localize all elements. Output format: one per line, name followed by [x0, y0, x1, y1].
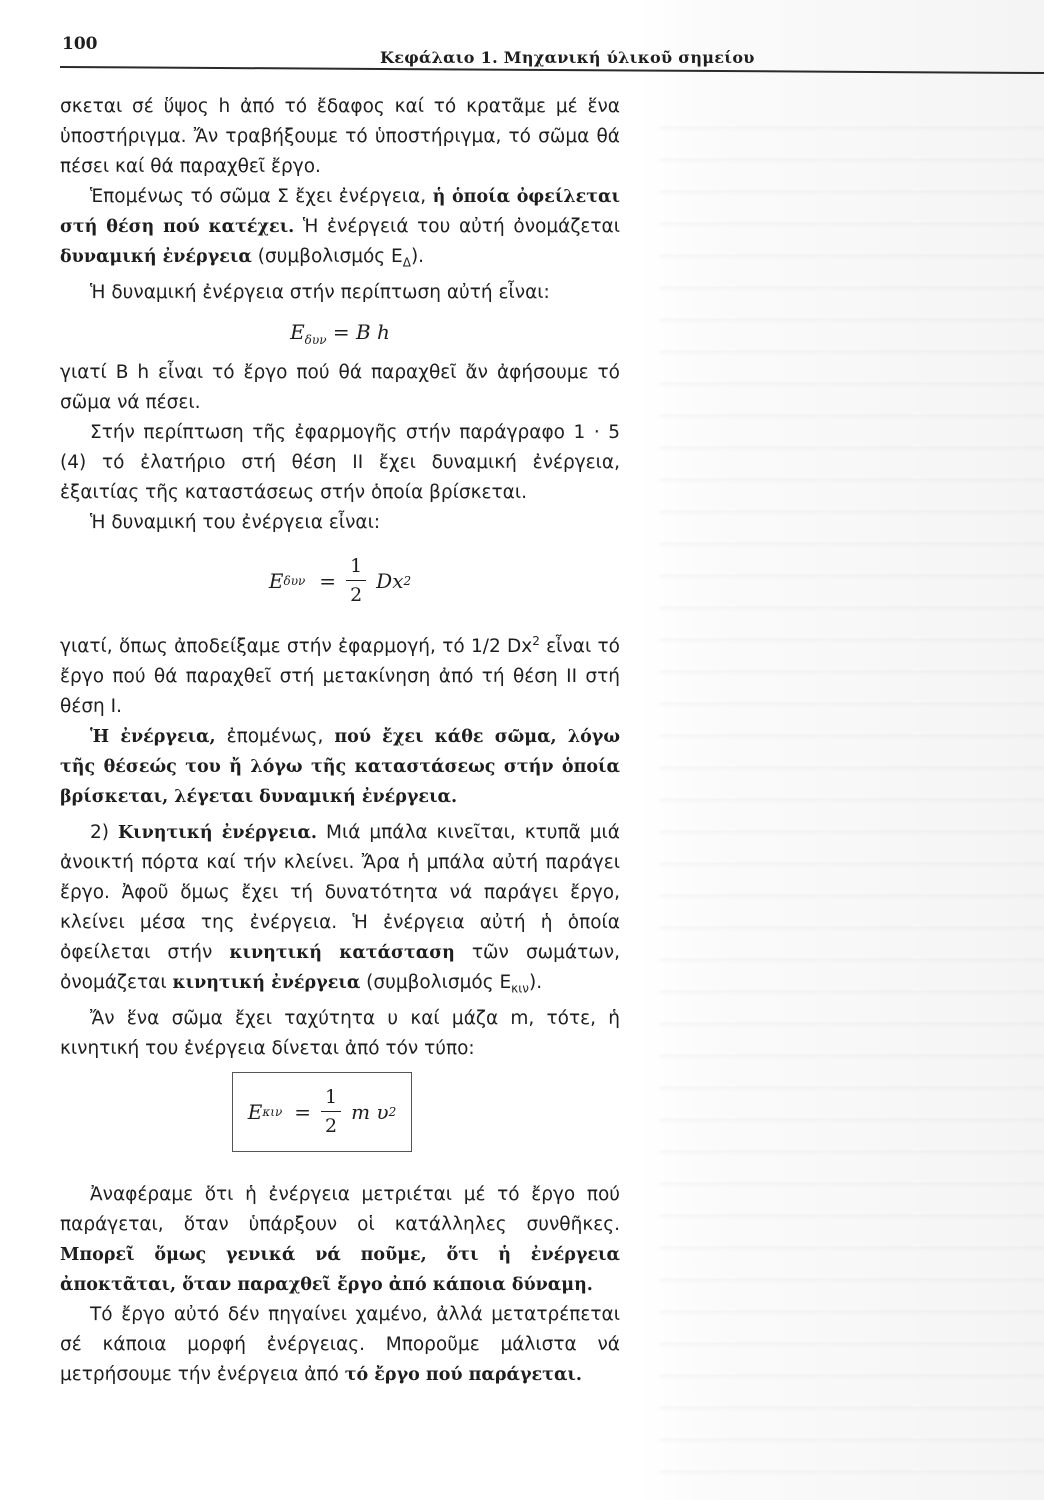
eq-subscript: δυν	[304, 332, 327, 347]
paragraph: γιατί B h εἶναι τό ἔργο πού θά παραχθεῖ ἄν ἀφήσουμε τό σῶμα νά πέσει.	[60, 361, 620, 413]
subscript: Δ	[402, 255, 411, 270]
bold-text: ἡ ὁποία ὀφείλεται στή θέση πού κατέχει.	[60, 187, 620, 237]
eq-superscript: 2	[388, 1104, 397, 1119]
fraction-denominator: 2	[350, 584, 363, 607]
text-run: Μιά μπάλα κινεῖται, κτυπᾶ μιά ἀνοικτή πόρτα καί τήν κλείνει. Ἄρα ἡ μπάλα αὐτή παράγει ἔργο. Ἀφοῦ ὅμως ἔχει τή δυνατότητα νά παράγει ἔργο, κλείνει μέσα της ἐνέργεια. Ἡ ἐνέργεια αὐτή ἡ ὁποία ὀφείλεται στήν	[60, 821, 620, 963]
bold-text: κινητική κατάσταση	[229, 942, 455, 963]
eq-subscript: κιν	[262, 1104, 283, 1119]
paragraph: Ἄν ἕνα σῶμα ἔχει ταχύτητα υ καί μάζα m, τότε, ἡ κινητική του ἐνέργεια δίνεται ἀπό τόν τύπο:	[60, 1007, 620, 1059]
paragraph	[60, 1180, 620, 1300]
fraction-numerator: 1	[321, 1083, 341, 1112]
text-run: (συμβολισμός E	[360, 971, 512, 993]
text-run: Ἑπομένως τό σῶμα Σ ἔχει ἐνέργεια,	[90, 186, 427, 207]
eq-rhs: Dx	[376, 568, 404, 593]
superscript: 2	[532, 633, 540, 648]
text-run: Τό ἔργο αὐτό δέν πηγαίνει χαμένο, ἀλλά μετατρέπεται σέ κάποια μορφή ἐνέργειας. Μποροῦμε μάλιστα νά μετρήσουμε τήν ἐνέργεια ἀπό	[60, 1303, 620, 1385]
fraction-numerator: 1	[346, 552, 366, 581]
paragraph: Στήν περίπτωση τῆς ἐφαρμογῆς στήν παράγραφο 1 · 5 (4) τό ἐλατήριο στή θέση II ἔχει δυναμική ἐνέργεια, ἐξαιτίας τῆς καταστάσεως στήν ὁποία βρίσκεται.	[60, 421, 620, 503]
text-run: γιατί, ὅπως ἀποδείξαμε στήν ἐφαρμογή, τό 1/2 Dx	[60, 635, 533, 657]
text-run: 2)	[90, 821, 118, 843]
paragraph	[60, 1300, 620, 1390]
bold-text: τό ἔργο πού παράγεται.	[344, 1364, 582, 1385]
equation-potential-spring	[60, 544, 620, 618]
eq-rhs: m υ	[351, 1099, 389, 1124]
paragraph: σκεται σέ ὕψος h ἀπό τό ἔδαφος καί τό κρατᾶμε μέ ἕνα ὑποστήριγμα. Ἄν τραβήξουμε τό ὑποστήριγμα, τό σῶμα θά πέσει καί θά παραχθεῖ ἔργο.	[60, 96, 620, 177]
paragraph: Ἡ δυναμική του ἐνέργεια εἶναι:	[90, 511, 381, 533]
eq-symbol: E	[268, 568, 284, 593]
text-run: εἶναι τό ἔργο πού θά παραχθεῖ στή μετακίνηση ἀπό τή θέση II στή θέση I.	[60, 635, 620, 717]
eq-equals: =	[294, 1099, 312, 1124]
text-run: ).	[529, 971, 543, 993]
bold-text: πού ἔχει κάθε σῶμα, λόγω τῆς θέσεώς του ἤ λόγω τῆς καταστάσεως στήν ὁποία βρίσκεται, λέγεται δυναμική ἐνέργεια.	[60, 726, 620, 807]
eq-subscript: δυν	[283, 573, 306, 588]
bold-text: Ἡ ἐνέργεια,	[90, 726, 216, 747]
paragraph: Ἡ δυναμική ἐνέργεια στήν περίπτωση αὐτή εἶναι:	[90, 281, 550, 303]
equation-kinetic-energy	[232, 1072, 412, 1152]
text-run: Ἀναφέραμε ὅτι ἡ ἐνέργεια μετριέται μέ τό ἔργο πού παράγεται, ὅταν ὑπάρξουν οἱ κατάλληλες συνθῆκες.	[60, 1183, 620, 1235]
subscript: κιν	[511, 981, 530, 996]
eq-rhs: = B h	[332, 319, 390, 344]
bleed-through-shadow	[660, 100, 1044, 1500]
fraction	[321, 1083, 341, 1140]
text-run: ).	[410, 246, 425, 267]
body-text	[60, 92, 620, 1390]
paragraph	[60, 626, 620, 722]
bold-text: κινητική ἐνέργεια	[172, 972, 361, 993]
text-run: Ἡ ἐνέργειά του αὐτή ὀνομάζεται	[302, 216, 620, 237]
bold-text: Μπορεῖ ὅμως γενικά νά ποῦμε, ὅτι ἡ ἐνέργεια ἀποκτᾶται, ὅταν παραχθεῖ ἔργο ἀπό κάποια δύναμη.	[60, 1244, 620, 1295]
fraction-denominator: 2	[325, 1115, 338, 1138]
equation-potential-height	[60, 314, 620, 350]
eq-symbol: E	[247, 1099, 263, 1124]
header-rule	[60, 66, 1044, 74]
text-run: τῶν σωμάτων, ὀνομάζεται	[60, 941, 620, 993]
bold-text: Κινητική ἐνέργεια.	[117, 822, 318, 843]
paragraph	[60, 182, 620, 278]
eq-superscript: 2	[403, 573, 412, 588]
page-number: 100	[62, 34, 98, 54]
eq-symbol: E	[290, 319, 305, 344]
text-run: (συμβολισμός E	[257, 246, 403, 267]
running-head: Κεφάλαιο 1. Μηχανική ύλικοῦ σημείου	[380, 48, 755, 67]
boxed-equation-wrapper	[60, 1072, 620, 1168]
text-run: ἐπομένως,	[215, 725, 335, 747]
bold-text: δυναμική ἐνέργεια	[60, 247, 252, 267]
eq-equals: =	[319, 568, 337, 593]
paragraph	[60, 818, 620, 1004]
paragraph	[60, 722, 620, 812]
fraction	[346, 552, 366, 609]
